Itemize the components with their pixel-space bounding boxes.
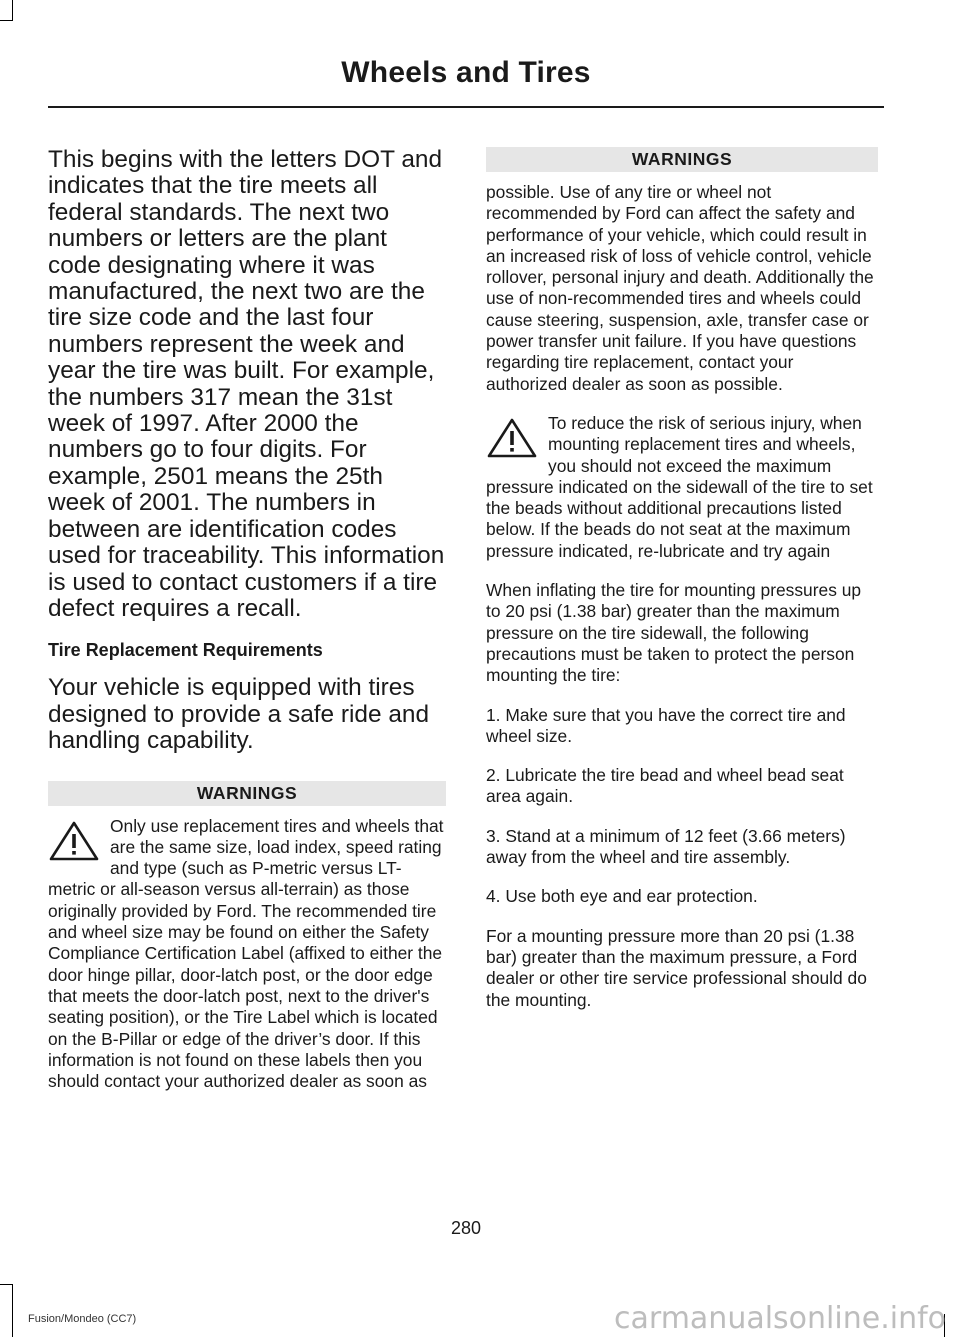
- step-1: 1. Make sure that you have the correct tire and wheel size.: [486, 704, 846, 746]
- page-number: 280: [450, 1218, 482, 1238]
- page-title: Wheels and Tires: [341, 56, 591, 89]
- warning-triangle-icon: [486, 417, 538, 459]
- continued-warning-text: possible. Use of any tire or wheel not recommended by Ford can affect the safety and performance of your vehicle, which could result in an increased risk of loss of vehicle control, vehicle rollover, personal injury and death. Additionally the use of non-recommended tires and wheels could cause steering, suspension, axle, transfer case or power transfer unit failure. If you have questions regarding tire replacement, contact your authorized dealer as soon as possible.: [486, 182, 874, 394]
- warnings-header: WARNINGS: [48, 781, 446, 806]
- right-column: [486, 147, 878, 1029]
- step-2: 2. Lubricate the tire bead and wheel bead seat area again.: [486, 765, 844, 807]
- watermark: carmanualsonline.info: [614, 1301, 946, 1336]
- left-column: [48, 147, 446, 1110]
- warnings-header-continued: WARNINGS: [486, 147, 878, 172]
- warning-block-2: [486, 413, 878, 562]
- warning-text: Only use replacement tires and wheels that are the same size, load index, speed rating and type (such as P-metric versus LT-metric or all-season versus all-terrain) as those originally provided by Ford. The recommended tire and wheel size may be found on either the Safety Compliance Certification Label (affixed to either the door hinge pillar, door-latch post, or the door edge that meets the door-latch post, next to the driver's seating position), or the Tire Label which is located on the B-Pillar or edge of the driver’s door. If this information is not found on these labels then you should contact your authorized dealer as soon as: [48, 815, 444, 1092]
- step-4: 4. Use both eye and ear protection.: [486, 886, 758, 907]
- crop-mark-top-left-vertical: [12, 0, 13, 20]
- warning-triangle-icon: [48, 820, 100, 862]
- crop-mark-bottom-left-vertical: [12, 1284, 13, 1337]
- crop-mark-bottom-left-horizontal: [0, 1284, 13, 1285]
- subheading-paragraph: Your vehicle is equipped with tires designed to provide a safe ride and handling capability.: [48, 674, 430, 755]
- intro-paragraph: This begins with the letters DOT and indicates that the tire meets all federal standards. The next two numbers or letters are the plant code designating where it was manufactured, the next two are the tire size code and the last four numbers represent the week and year the tire was built. For example, the numbers 317 mean the 31st week of 1997. After 2000 the numbers go to four digits. For example, 2501 means the 25th week of 2001. The numbers in between are identification codes used for traceability. This information is used to contact customers if a tire defect requires a recall.: [48, 146, 445, 622]
- inflating-paragraph: When inflating the tire for mounting pressures up to 20 psi (1.38 bar) greater than the maximum pressure on the tire sidewall, the following precautions must be taken to protect the person mounting the tire:: [486, 580, 862, 686]
- warning-block: [48, 816, 446, 1093]
- footer-model: Fusion/Mondeo (CC7): [28, 1313, 137, 1325]
- header-divider: [48, 106, 884, 108]
- warning-text-2: To reduce the risk of serious injury, when mounting replacement tires and wheels, you should not exceed the maximum pressure indicated on the sidewall of the tire to set the beads without additional precautions listed below. If the beads do not seat at the maximum pressure indicated, re-lubricate and try again: [486, 412, 873, 561]
- closing-paragraph: For a mounting pressure more than 20 psi (1.38 bar) greater than the maximum pressure, a Ford dealer or other tire service professional should do the mounting.: [486, 925, 867, 1010]
- crop-mark-top-left-horizontal: [0, 20, 13, 21]
- step-3: 3. Stand at a minimum of 12 feet (3.66 meters) away from the wheel and tire assembly.: [486, 825, 846, 868]
- section-subheading: Tire Replacement Requirements: [48, 640, 323, 661]
